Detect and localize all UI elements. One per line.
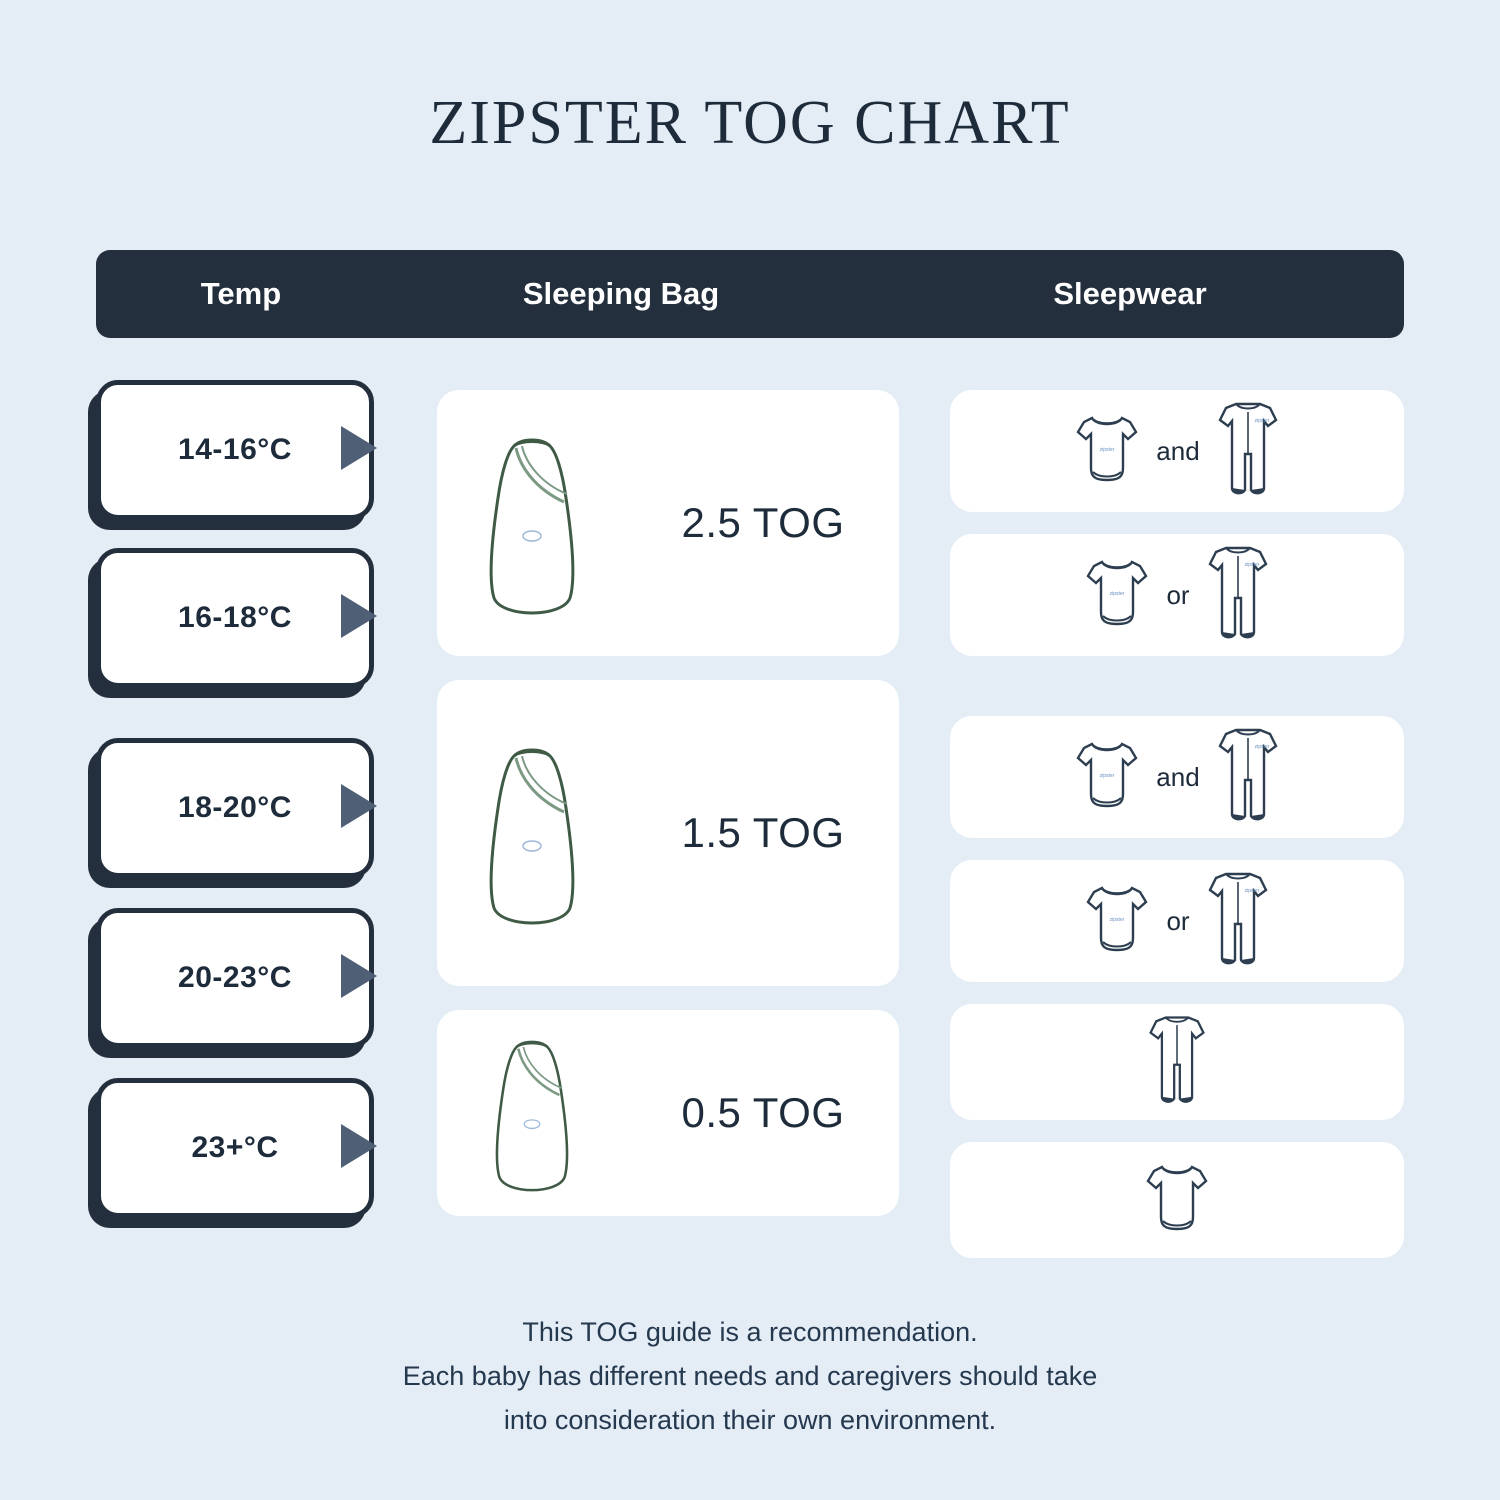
footed-onesie-icon: [1202, 866, 1274, 977]
tog-label: 0.5 TOG: [681, 1089, 845, 1136]
sleepwear-card-4: [950, 860, 1404, 982]
svg-text:zipster: zipster: [1254, 417, 1270, 424]
tog-label: 2.5 TOG: [681, 499, 845, 546]
sleeping-bag-column: [437, 390, 899, 1240]
svg-text:zipster: zipster: [1244, 561, 1259, 568]
svg-text:zipster: zipster: [1244, 887, 1259, 894]
arrow-right-icon: [341, 784, 377, 828]
temp-pill-14-16: [96, 380, 374, 520]
temp-label: 18-20°C: [178, 791, 292, 824]
temp-label: 23+°C: [191, 1131, 279, 1164]
sleepwear-card-5: [950, 1004, 1404, 1120]
sleeping-bag-icon: [437, 1023, 627, 1203]
sleepwear-card-1: [950, 390, 1404, 512]
sleepwear-card-6: [950, 1142, 1404, 1258]
bodysuit-icon: [1080, 876, 1154, 967]
temperature-column: [96, 380, 396, 1246]
arrow-right-icon: [341, 426, 377, 470]
footed-onesie-icon: [1212, 722, 1284, 833]
arrow-right-icon: [341, 954, 377, 998]
conjunction-label: or: [1166, 579, 1190, 610]
footed-onesie-icon: [1212, 396, 1284, 507]
temp-pill-16-18: [96, 548, 374, 688]
temp-row: [96, 380, 396, 528]
arrow-right-icon: [341, 594, 377, 638]
table-header: [96, 250, 1404, 338]
sleeping-bag-icon: [437, 728, 627, 938]
sleepwear-card-3: [950, 716, 1404, 838]
disclaimer: [0, 1310, 1500, 1442]
bodysuit-icon: [1070, 406, 1144, 497]
svg-text:zipster: zipster: [1254, 743, 1270, 750]
disclaimer-line-2: Each baby has different needs and caregivers should take: [402, 1361, 1098, 1391]
arrow-right-icon: [341, 1124, 377, 1168]
conjunction-label: and: [1156, 761, 1200, 792]
temp-pill-18-20: [96, 738, 374, 878]
page-title: ZIPSTER TOG CHART: [429, 89, 1071, 157]
temp-label: 16-18°C: [178, 601, 292, 634]
header-temp: Temp: [200, 276, 282, 311]
temp-row: [96, 548, 396, 696]
svg-text:zipster: zipster: [1099, 772, 1115, 779]
temp-label: 14-16°C: [178, 433, 292, 466]
bodysuit-icon: [1070, 732, 1144, 823]
tog-label: 1.5 TOG: [681, 809, 845, 856]
temp-pill-23-plus: [96, 1078, 374, 1218]
temp-row: [96, 738, 396, 886]
svg-text:zipster: zipster: [1110, 590, 1125, 597]
svg-text:zipster: zipster: [1110, 916, 1125, 923]
bodysuit-icon: [1140, 1155, 1214, 1246]
header-sleepwear: Sleepwear: [1053, 276, 1207, 311]
footed-onesie-icon: [1202, 540, 1274, 651]
temp-label: 20-23°C: [178, 961, 292, 994]
temp-row: [96, 908, 396, 1056]
disclaimer-line-1: This TOG guide is a recommendation.: [522, 1317, 978, 1347]
sleeping-bag-card-1-5: [437, 680, 899, 986]
sleepwear-card-2: [950, 534, 1404, 656]
temp-row: [96, 1078, 396, 1226]
conjunction-label: and: [1156, 435, 1200, 466]
footed-onesie-icon: [1141, 1010, 1213, 1115]
temp-pill-20-23: [96, 908, 374, 1048]
sleeping-bag-icon: [437, 418, 627, 628]
bodysuit-icon: [1080, 550, 1154, 641]
conjunction-label: or: [1166, 905, 1190, 936]
sleeping-bag-card-0-5: [437, 1010, 899, 1216]
disclaimer-line-3: into consideration their own environment.: [503, 1405, 997, 1435]
header-sleeping-bag: Sleeping Bag: [522, 276, 720, 311]
svg-text:zipster: zipster: [1099, 446, 1115, 453]
sleepwear-column: [950, 390, 1404, 1280]
sleeping-bag-card-2-5: [437, 390, 899, 656]
